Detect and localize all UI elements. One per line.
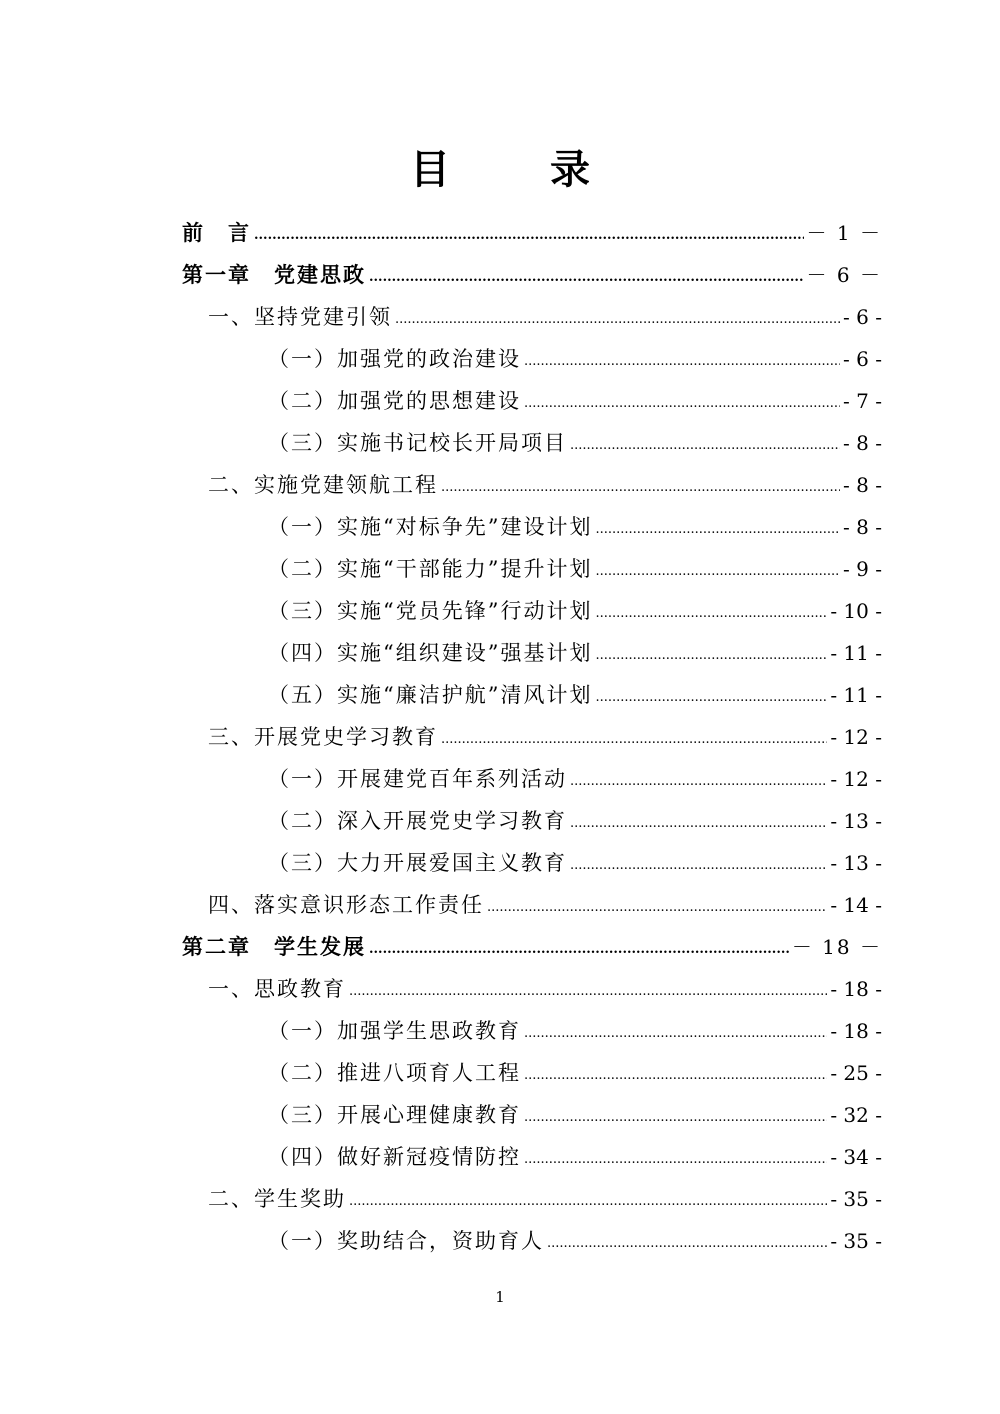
toc-entry-title: 四、落实意识形态工作责任 [208, 893, 484, 917]
toc-entry-title: （一）加强学生思政教育 [268, 1019, 521, 1043]
toc-dot-leader [595, 593, 827, 635]
toc-dot-leader [524, 1013, 827, 1055]
toc-entry-page: - 34 - [830, 1145, 882, 1169]
toc-dot-leader [524, 1055, 827, 1097]
toc-entry-page: - 6 - [843, 305, 882, 329]
toc-entry-page: - 12 - [830, 767, 882, 791]
toc-section-entry[interactable] [208, 296, 882, 338]
toc-dot-leader [595, 509, 840, 551]
toc-entry-title: （二）实施“干部能力”提升计划 [268, 557, 593, 581]
toc-subsection-entry[interactable] [268, 1010, 882, 1052]
toc-subsection-entry[interactable] [268, 338, 882, 380]
toc-entry-page: - 35 - [830, 1229, 882, 1253]
toc-entry-page: - 32 - [830, 1103, 882, 1127]
toc-subsection-entry[interactable] [268, 842, 882, 884]
toc-entry-page: － 6 － [806, 263, 882, 287]
toc-dot-leader [595, 635, 827, 677]
toc-entry-page: - 8 - [843, 431, 882, 455]
toc-entry-title: 一、坚持党建引领 [208, 305, 392, 329]
toc-entry-title: （二）深入开展党史学习教育 [268, 809, 567, 833]
toc-entry-title: （一）加强党的政治建设 [268, 347, 521, 371]
toc-entry-title: 二、学生奖助 [208, 1187, 346, 1211]
toc-entry-page: - 8 - [843, 515, 882, 539]
toc-entry-title: （三）实施“党员先锋”行动计划 [268, 599, 593, 623]
toc-title: 目 录 [410, 146, 620, 193]
toc-dot-leader [570, 803, 827, 845]
toc-dot-leader [595, 551, 840, 593]
toc-entry-page: - 14 - [830, 893, 882, 917]
toc-entry-page: - 10 - [830, 599, 882, 623]
toc-entry-page: - 18 - [830, 977, 882, 1001]
toc-entry-page: - 12 - [830, 725, 882, 749]
toc-section-entry[interactable] [208, 884, 882, 926]
toc-subsection-entry[interactable] [268, 1220, 882, 1262]
toc-entry-title: （二）推进八项育人工程 [268, 1061, 521, 1085]
toc-entry-page: - 7 - [843, 389, 882, 413]
toc-dot-leader [524, 1097, 827, 1139]
toc-entry-page: - 9 - [843, 557, 882, 581]
toc-dot-leader [395, 299, 840, 341]
toc-chapter-entry[interactable] [182, 212, 882, 254]
toc-dot-leader [441, 719, 827, 761]
toc-entry-title: （一）开展建党百年系列活动 [268, 767, 567, 791]
toc-entry-page: - 35 - [830, 1187, 882, 1211]
toc-section-entry[interactable] [208, 1178, 882, 1220]
toc-entry-page: - 18 - [830, 1019, 882, 1043]
toc-entry-title: （一）奖助结合，资助育人 [268, 1229, 544, 1253]
toc-entry-title: 第一章 党建思政 [182, 262, 366, 287]
toc-subsection-entry[interactable] [268, 548, 882, 590]
toc-entry-page: - 11 - [830, 641, 882, 665]
toc-entry-title: 三、开展党史学习教育 [208, 725, 438, 749]
toc-entry-title: 二、实施党建领航工程 [208, 473, 438, 497]
toc-section-entry[interactable] [208, 968, 882, 1010]
toc-chapter-entry[interactable] [182, 926, 882, 968]
toc-dot-leader [369, 929, 789, 971]
toc-chapter-entry[interactable] [182, 254, 882, 296]
toc-entry-title: （一）实施“对标争先”建设计划 [268, 515, 593, 539]
toc-subsection-entry[interactable] [268, 506, 882, 548]
toc-dot-leader [570, 425, 840, 467]
toc-dot-leader [487, 887, 827, 929]
toc-subsection-entry[interactable] [268, 380, 882, 422]
toc-entry-page: - 8 - [843, 473, 882, 497]
toc-entry-title: 前 言 [182, 220, 251, 245]
toc-dot-leader [524, 341, 840, 383]
toc-dot-leader [441, 467, 840, 509]
toc-section-entry[interactable] [208, 716, 882, 758]
toc-dot-leader [524, 383, 840, 425]
toc-subsection-entry[interactable] [268, 632, 882, 674]
toc-entry-page: － 18 － [791, 935, 882, 959]
toc-subsection-entry[interactable] [268, 1052, 882, 1094]
toc-entry-page: - 13 - [830, 809, 882, 833]
toc-entry-title: （三）大力开展爱国主义教育 [268, 851, 567, 875]
toc-dot-leader [570, 845, 827, 887]
toc-entry-title: 第二章 学生发展 [182, 934, 366, 959]
toc-entry-page: - 6 - [843, 347, 882, 371]
toc-entry-title: （二）加强党的思想建设 [268, 389, 521, 413]
toc-dot-leader [349, 1181, 827, 1223]
toc-subsection-entry[interactable] [268, 422, 882, 464]
toc-subsection-entry[interactable] [268, 1094, 882, 1136]
toc-entry-title: （三）实施书记校长开局项目 [268, 431, 567, 455]
toc-dot-leader [595, 677, 827, 719]
toc-dot-leader [547, 1223, 827, 1265]
toc-subsection-entry[interactable] [268, 758, 882, 800]
toc-dot-leader [254, 215, 804, 257]
toc-entry-title: 一、思政教育 [208, 977, 346, 1001]
toc-dot-leader [349, 971, 827, 1013]
toc-entry-page: － 1 － [806, 221, 882, 245]
toc-entry-page: - 25 - [830, 1061, 882, 1085]
toc-entry-title: （四）做好新冠疫情防控 [268, 1145, 521, 1169]
toc-dot-leader [369, 257, 804, 299]
page-number: 1 [495, 1288, 505, 1306]
toc-section-entry[interactable] [208, 464, 882, 506]
toc-entry-title: （五）实施“廉洁护航”清风计划 [268, 683, 593, 707]
toc-subsection-entry[interactable] [268, 800, 882, 842]
toc-entry-title: （三）开展心理健康教育 [268, 1103, 521, 1127]
toc-entry-page: - 13 - [830, 851, 882, 875]
toc-dot-leader [570, 761, 827, 803]
toc-subsection-entry[interactable] [268, 674, 882, 716]
toc-dot-leader [524, 1139, 827, 1181]
toc-subsection-entry[interactable] [268, 590, 882, 632]
toc-entry-page: - 11 - [830, 683, 882, 707]
toc-entry-title: （四）实施“组织建设”强基计划 [268, 641, 593, 665]
toc-subsection-entry[interactable] [268, 1136, 882, 1178]
